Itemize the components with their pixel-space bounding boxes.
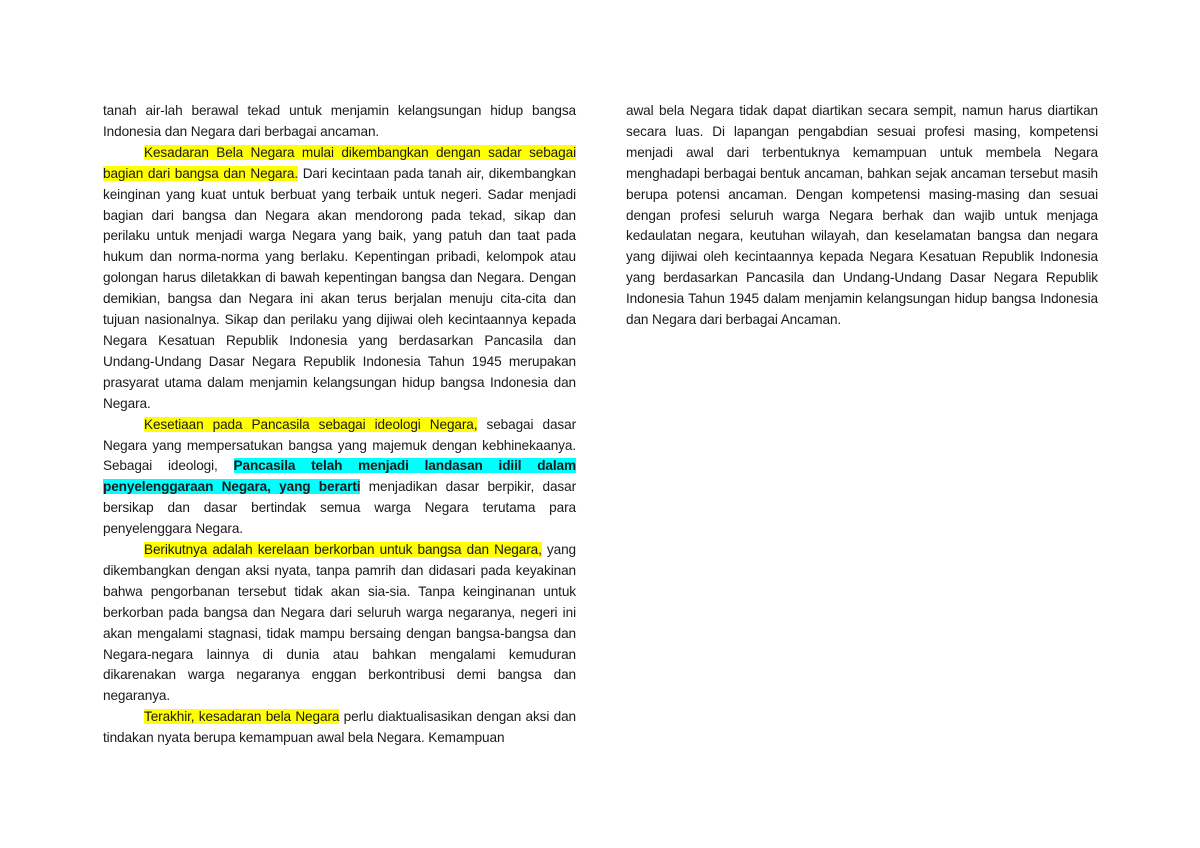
paragraph-kesetiaan bbox=[103, 415, 576, 540]
left-column bbox=[103, 101, 576, 749]
paragraph-text: tanah air-lah berawal tekad untuk menjamin kelangsungan hidup bangsa Indonesia dan Negara dari berbagai ancaman. bbox=[103, 103, 576, 139]
paragraph-kesadaran bbox=[103, 143, 576, 415]
paragraph-text: awal bela Negara tidak dapat diartikan secara sempit, namun harus diartikan secara luas. Di lapangan pengabdian sesuai profesi masing, kompetensi menjadi awal dari terbentuknya kemampuan untuk membela Negara menghadapi berbagai bentuk ancaman, bahkan sejak ancaman tersebut masih berupa potensi ancaman. Dengan kompetensi masing-masing dan sesuai dengan profesi seluruh warga Negara berhak dan wajib untuk menjaga kedaulatan negara, keutuhan wilayah, dan keselamatan bangsa dan negara yang dijiwai oleh kecintaannya kepada Negara Kesatuan Republik Indonesia yang berdasarkan Pancasila dan Undang-Undang Dasar Negara Republik Indonesia Tahun 1945 dalam menjamin kelangsungan hidup bangsa Indonesia dan Negara dari berbagai Ancaman. bbox=[626, 103, 1098, 328]
right-column bbox=[626, 101, 1098, 331]
paragraph-text: yang dikembangkan dengan aksi nyata, tanpa pamrih dan didasari pada keyakinan bahwa pengorbanan tersebut tidak akan sia-sia. Tanpa keinginanan untuk berkorban pada bangsa dan Negara dari seluruh warga negaranya, negeri ini akan mengalami stagnasi, tidak mampu bersaing dengan bangsa-bangsa dan Negara-negara lainnya di dunia atau bahkan mengalami kemuduran dikarenakan warga negaranya enggan berkontribusi demi bangsa dan negaranya. bbox=[103, 542, 576, 704]
paragraph-text: menjadikan dasar berpikir, dasar bersikap dan dasar bertindak semua warga Negara terutama para penyelenggara Negara. bbox=[103, 479, 576, 537]
paragraph-text: sebagai dasar Negara yang mempersatukan bangsa yang majemuk dengan kebhinekaanya. Sebagai ideologi, bbox=[103, 416, 576, 474]
cyan-highlighted-text: Pancasila telah menjadi landasan idiil dalam penyelenggaraan Negara, yang berarti bbox=[103, 458, 577, 495]
paragraph-terakhir bbox=[103, 707, 576, 749]
paragraph-text: perlu diaktualisasikan dengan aksi dan tindakan nyata berupa kemampuan awal bela Negara. Kemampuan bbox=[103, 709, 576, 746]
highlighted-text: Terakhir, kesadaran bela Negara bbox=[144, 709, 340, 725]
paragraph-continuation bbox=[103, 101, 576, 143]
paragraph-text: Dari kecintaan pada tanah air, dikembangkan keinginan yang kuat untuk berbuat yang terbaik untuk negeri. Sadar menjadi bagian dari bangsa dan Negara akan mendorong pada tekad, sikap dan perilaku untuk menjadi warga Negara yang baik, yang patuh dan taat pada hukum dan norma-norma yang berlaku. Kepentingan pribadi, kelompok atau golongan harus diletakkan di bawah kepentingan bangsa dan Negara. Dengan demikian, bangsa dan Negara ini akan terus berjalan menuju cita-cita dan tujuan nasionalnya. Sikap dan perilaku yang dijiwai oleh kecintaannya kepada Negara Kesatuan Republik Indonesia yang berdasarkan Pancasila dan Undang-Undang Dasar Negara Republik Indonesia Tahun 1945 merupakan prasyarat utama dalam menjamin kelangsungan hidup bangsa Indonesia dan Negara. bbox=[103, 165, 576, 411]
highlighted-text: Kesadaran Bela Negara mulai dikembangkan dengan sadar sebagai bagian dari bangsa dan Negara. bbox=[103, 144, 576, 181]
highlighted-text: Kesetiaan pada Pancasila sebagai ideologi Negara, bbox=[144, 416, 478, 432]
paragraph-kerelaan bbox=[103, 540, 576, 707]
paragraph-kemampuan bbox=[626, 101, 1098, 331]
highlighted-text: Berikutnya adalah kerelaan berkorban untuk bangsa dan Negara, bbox=[144, 542, 542, 558]
